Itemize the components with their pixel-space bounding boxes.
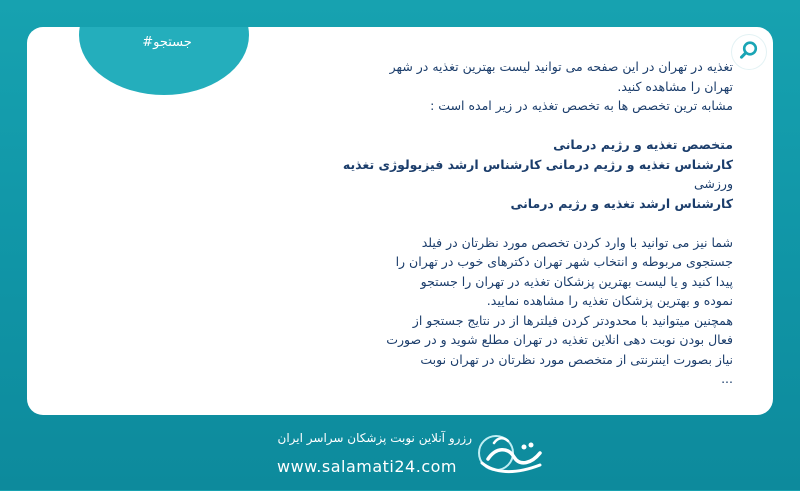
paragraph-line: نموده و بهترین پزشکان تغذیه را مشاهده نمایید. (486, 293, 733, 308)
paragraph-line: جستجوی مربوطه و انتخاب شهر تهران دکترهای خوب در تهران را (395, 254, 733, 269)
search-tag-link[interactable]: #جستجو (142, 35, 192, 50)
salamati-logo-icon[interactable] (474, 423, 550, 487)
website-link[interactable]: www.salamati24.com (277, 457, 457, 476)
specialty-continuation: ورزشی (693, 176, 733, 191)
ellipsis: ... (721, 371, 733, 386)
search-button[interactable] (732, 35, 766, 69)
specialty-link[interactable]: کارشناس تغذیه و رژیم درمانی کارشناس ارشد فیزیولوژی تغذیه (342, 156, 733, 172)
search-icon (739, 40, 759, 64)
paragraph-line: شما نیز می توانید با وارد کردن تخصص مورد نظرتان در فیلد (421, 234, 733, 250)
footer (0, 415, 800, 490)
article-text (313, 57, 733, 389)
paragraph-line: همچنین میتوانید با محدودتر کردن فیلترها از در نتایج جستجو از (412, 312, 733, 328)
content-card (27, 27, 773, 415)
paragraph-line: نیاز بصورت اینترنتی از متخصص مورد نظرتان در تهران نوبت (420, 351, 733, 367)
similar-heading: مشابه ترین تخصص ها به تخصص تغذیه در زیر امده است : (430, 98, 733, 113)
paragraph-line: فعال بودن نوبت دهی انلاین تغذیه در تهران مطلع شوید و در صورت (386, 332, 733, 347)
intro-line: تغذیه در تهران در این صفحه می توانید لیست بهترین تغذیه در شهر (389, 59, 733, 74)
intro-line: تهران را مشاهده کنید. (617, 78, 733, 94)
specialty-link[interactable]: متخصص تغذیه و رژیم درمانی (553, 137, 733, 152)
specialty-link[interactable]: کارشناس ارشد تغذیه و رژیم درمانی (510, 195, 733, 211)
footer-tagline: رزرو آنلاین نوبت پزشکان سراسر ایران (277, 431, 472, 445)
paragraph-line: پیدا کنید و یا لیست بهترین پزشکان تغذیه در تهران را جستجو (420, 273, 733, 289)
